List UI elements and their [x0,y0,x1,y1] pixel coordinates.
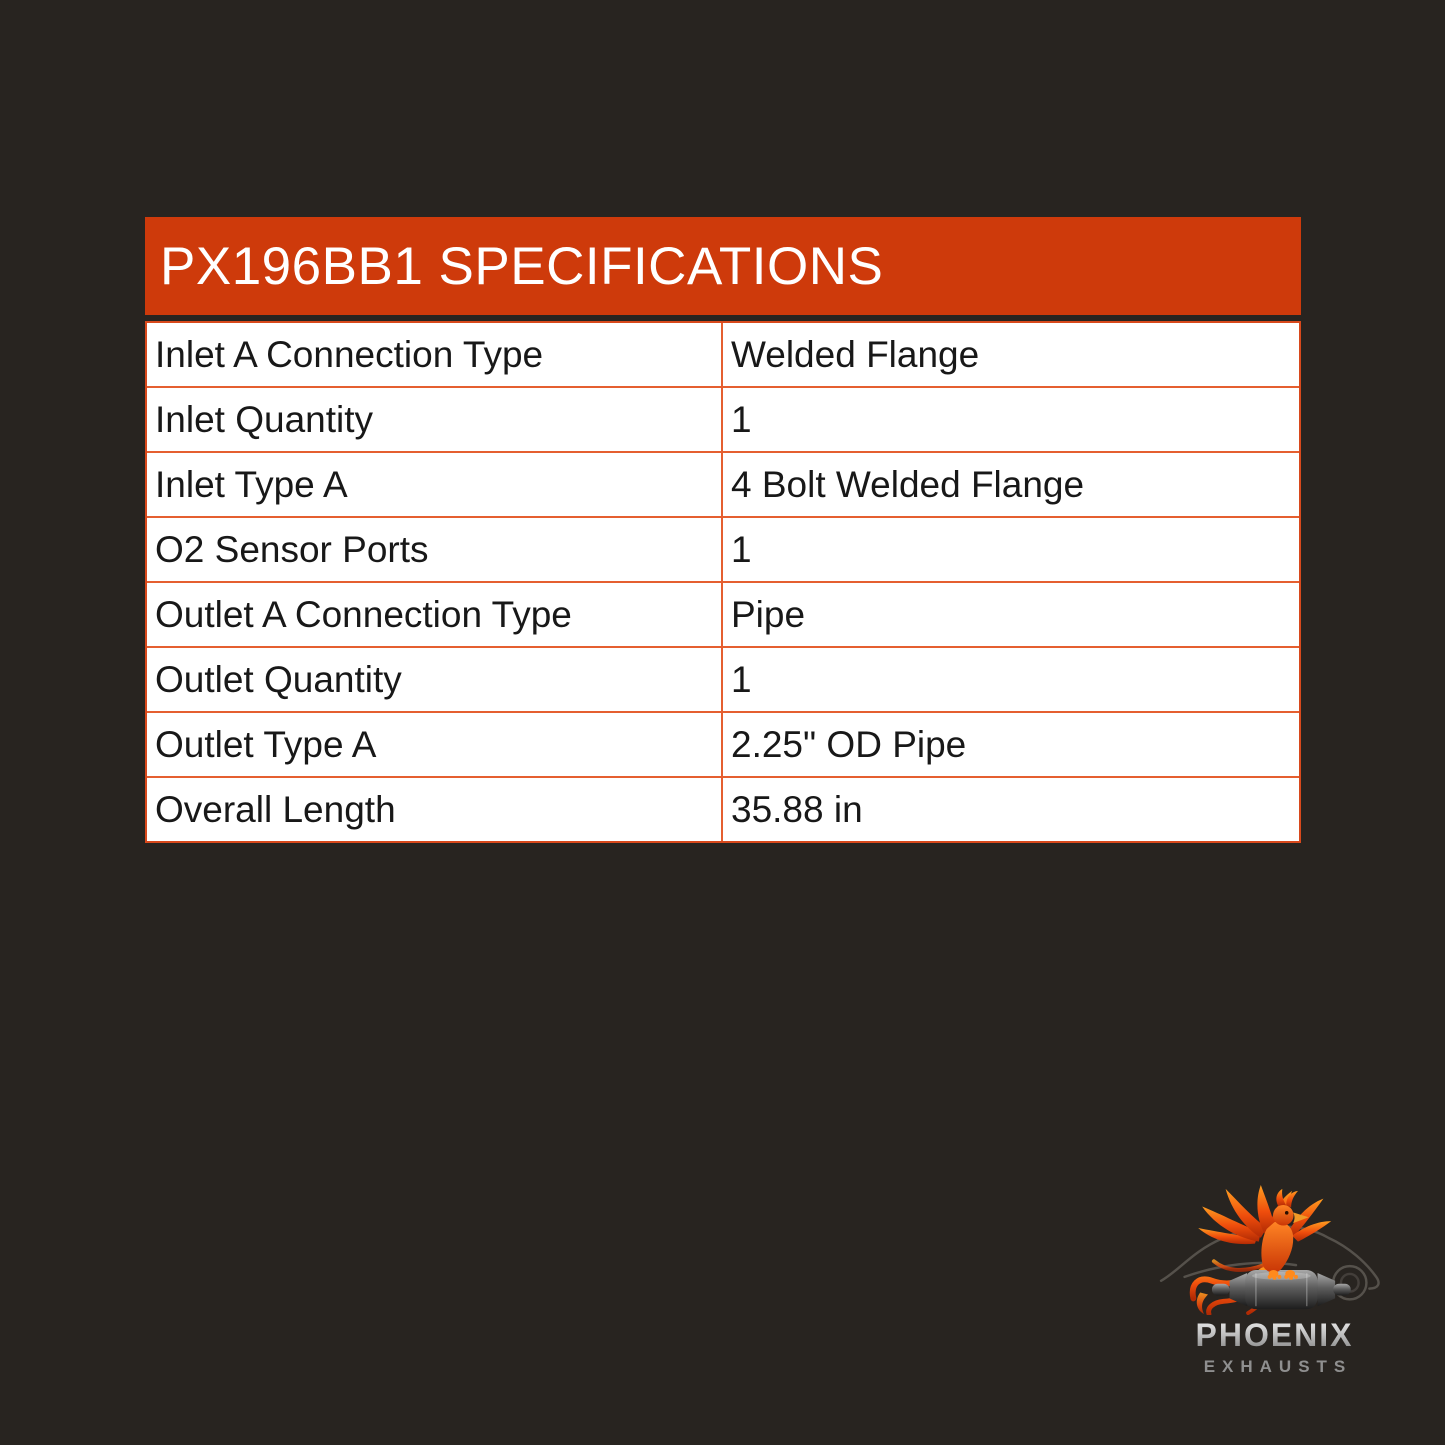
spec-label: Outlet Type A [147,713,723,776]
brand-subtitle: EXHAUSTS [1203,1357,1353,1376]
spec-value: 1 [731,658,752,700]
spec-value: 1 [731,528,752,570]
spec-value: 2.25" OD Pipe [731,723,967,765]
specifications-header-bar [145,217,1301,315]
spec-label: Inlet A Connection Type [147,323,723,386]
muffler-icon [1212,1270,1351,1309]
table-row [147,711,1299,776]
table-row [147,776,1299,841]
spec-value: 1 [731,398,752,440]
spec-value: Pipe [731,593,806,635]
table-row [147,646,1299,711]
table-row [147,516,1299,581]
brand-name: PHOENIX [1152,1317,1397,1354]
brand-logo [1152,1183,1397,1377]
table-row [147,386,1299,451]
table-row [147,451,1299,516]
spec-label: Inlet Quantity [147,388,723,451]
phoenix-logo-icon [1152,1183,1397,1315]
spec-label: Inlet Type A [147,453,723,516]
page-title: PX196BB1 SPECIFICATIONS [160,236,884,296]
spec-value: 35.88 in [731,788,863,830]
spec-label: Overall Length [147,778,723,841]
table-row [147,323,1299,386]
table-row [147,581,1299,646]
spec-label: Outlet A Connection Type [147,583,723,646]
spec-label: Outlet Quantity [147,648,723,711]
phoenix-bird-icon [1193,1185,1351,1314]
spec-value: 4 Bolt Welded Flange [731,463,1085,505]
spec-value: Welded Flange [731,333,980,375]
specifications-table [145,321,1301,843]
spec-label: O2 Sensor Ports [147,518,723,581]
